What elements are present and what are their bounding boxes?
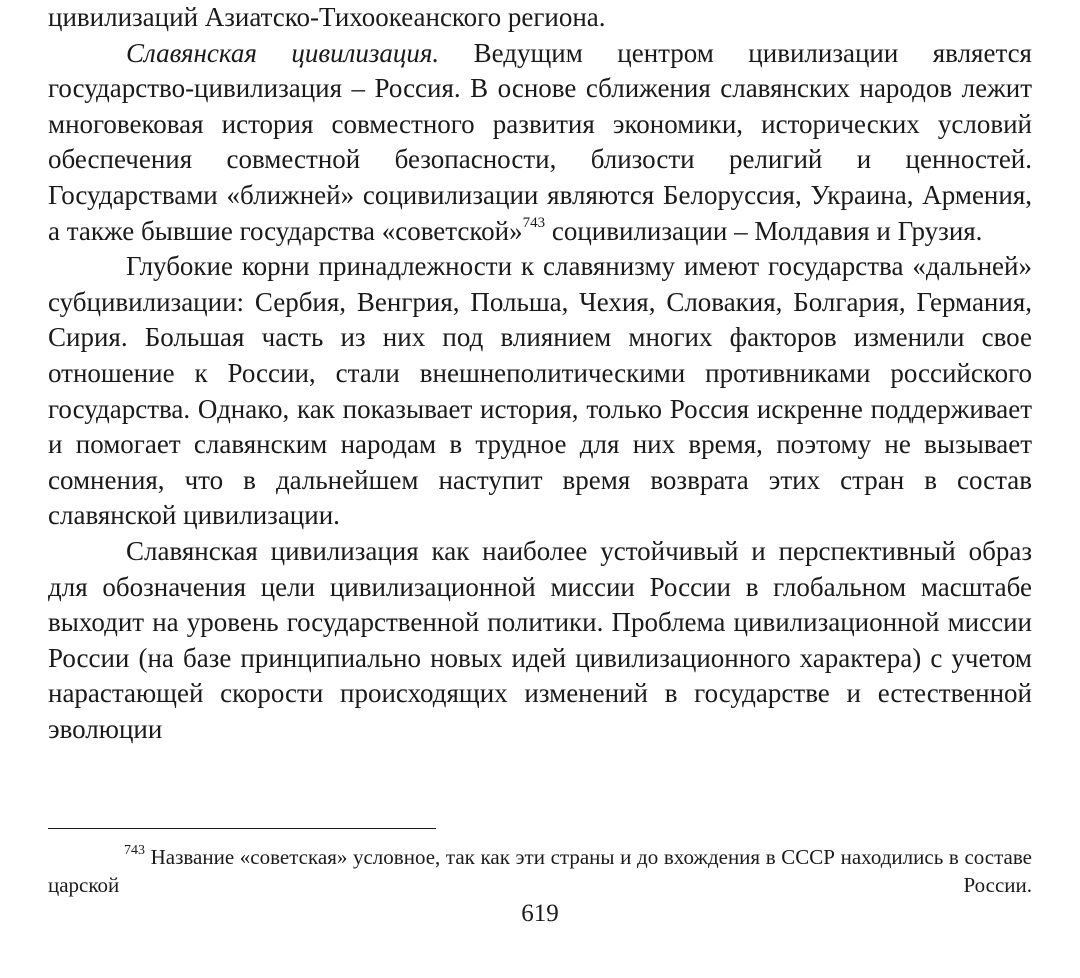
page-number: 619 [521, 900, 559, 927]
paragraph-deep-roots: Глубокие корни принадлежности к славянизму имеют государства «дальней» субцивилизации: Сербия, Венгрия, Польша, Чехия, Словакия, Болгария, Германия, Сирия. Большая часть из них под влиянием многих факторов изменили свое отношение к России, стали внешнеполитическими противниками российского государства. Однако, как показывает история, только Россия искренне поддерживает и помогает славянским народам в трудное для них время, поэтому не вызывает сомнения, что в дальнейшем наступит время возврата этих стран в состав славянской цивилизации. [48, 251, 1032, 531]
paragraph-heading-italic: Славянская цивилизация. [126, 37, 440, 68]
footnote-text: Название «советская» условное, так как эти страны и до вхождения в СССР находились в составе царской России. [48, 845, 1032, 897]
footnote-body [48, 843, 1032, 899]
paragraph-civilizational-mission: Славянская цивилизация как наиболее устойчивый и перспективный образ для обозначения цели цивилизационной миссии России в глобальном масштабе выходит на уровень государственной политики. Проблема цивилизационной миссии России (на базе принципиально новых идей цивилизационного характера) с учетом нарастающей скорости происходящих изменений в государстве и естественной эволюции [48, 535, 1032, 744]
paragraph-text: Ведущим центром цивилизации является государство-цивилизация – Россия. В основе сближения славянских народов лежит многовековая история совместного развития экономики, исторических условий обеспечения совместной безопасности, близости религий и ценностей. Государствами «ближней» социвилизации являются Белоруссия, Украина, Армения, а также бывшие государства «советской» [48, 37, 1032, 246]
page-body [48, 0, 1032, 747]
footnote-number: 743 [124, 843, 145, 858]
continued-line: цивилизаций Азиатско-Тихоокеанского региона. [48, 2, 606, 32]
footnote-divider [48, 828, 436, 829]
paragraph-tail: социвилизации – Молдавия и Грузия. [545, 215, 983, 246]
footnote [48, 843, 1032, 899]
paragraph-slavic-civilization [48, 36, 1032, 250]
main-text [48, 0, 1032, 747]
footnote-reference[interactable]: 743 [522, 214, 546, 231]
